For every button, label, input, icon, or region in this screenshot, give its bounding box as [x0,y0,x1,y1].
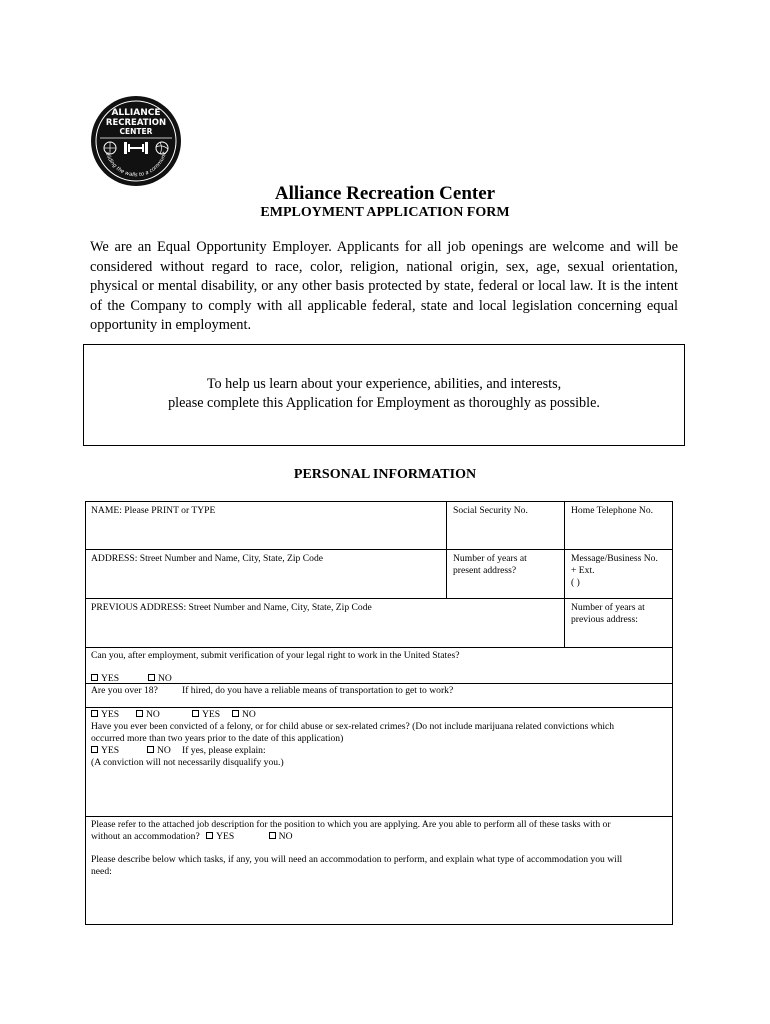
conviction-note: (A conviction will not necessarily disqualify you.) [91,757,284,768]
no-label: NO [157,745,171,756]
accommodation-description-field[interactable] [90,880,668,922]
over-18-no[interactable] [136,709,160,721]
checkbox-icon[interactable] [192,710,199,717]
conviction-explanation-field[interactable] [90,770,668,814]
no-label: NO [146,709,160,720]
column-divider [446,502,447,598]
transportation-question: If hired, do you have a reliable means of transportation to get to work? [182,685,454,696]
alliance-recreation-logo [90,95,182,187]
years-previous-label-line-2: previous address: [571,613,638,625]
conviction-question-line-2: occurred more than two years prior to the date of this application) [91,733,344,744]
message-phone-label-line-2: + Ext. [571,564,595,576]
row-divider [86,647,672,648]
row-divider [86,549,672,550]
column-divider [564,502,565,647]
logo-line-2: RECREATION [105,118,167,128]
work-verification-yes[interactable] [91,673,119,685]
checkbox-icon[interactable] [232,710,239,717]
previous-address-field[interactable] [90,614,560,644]
checkbox-icon[interactable] [91,746,98,753]
tasks-question-line-2 [91,831,293,843]
address-field[interactable] [90,564,442,596]
organization-title: Alliance Recreation Center [274,183,496,204]
transportation-no[interactable] [232,709,256,721]
home-phone-field[interactable] [568,516,668,546]
years-previous-label [571,602,645,626]
logo [90,95,182,187]
years-present-label-line-1: Number of years at [453,553,527,564]
no-label: NO [242,709,256,720]
tasks-question-line-1: Please refer to the attached job description for the position to which you are applying. Are you able to perform all of these tasks with or [91,819,611,830]
row-divider [86,707,672,708]
no-label: NO [158,673,172,684]
checkbox-icon[interactable] [147,746,154,753]
checkbox-icon[interactable] [136,710,143,717]
checkbox-icon[interactable] [206,832,213,839]
area-code-parentheses: ( ) [571,576,580,588]
section-title: PERSONAL INFORMATION [293,467,477,482]
logo-tagline: uilding the walls to a communit [103,151,169,179]
row-divider [86,598,672,599]
work-verification-no[interactable] [148,673,172,685]
accommodation-question-line-1: Please describe below which tasks, if any, you will need an accommodation to perform, and explain what type of accommodation you will [91,854,623,865]
conviction-yes[interactable] [91,745,119,757]
checkbox-icon[interactable] [269,832,276,839]
tasks-yes-label: YES [216,831,235,842]
checkbox-icon[interactable] [91,710,98,717]
logo-line-1: ALLIANCE [111,108,161,118]
ssn-label: Social Security No. [453,505,528,516]
conviction-question-line-1: Have you ever been convicted of a felony, or for child abuse or sex-related crimes? (Do not include marijuana related convictions which [91,721,615,732]
years-previous-label-line-1: Number of years at [571,602,645,613]
work-verification-question: Can you, after employment, submit verification of your legal right to work in the United States? [91,650,460,661]
tasks-no-label: NO [278,831,293,842]
over-18-yes[interactable] [91,709,119,721]
checkbox-icon[interactable] [148,674,155,681]
if-yes-explain-label: If yes, please explain: [182,745,266,756]
equal-opportunity-statement: We are an Equal Opportunity Employer. Applicants for all job openings are welcome and will be considered without regard to race, color, religion, national origin, sex, age, sexual orientation, physical or mental disability, or any other basis protected by state, federal or local law. It is the intent of the Company to comply with all applicable federal, state and local legislation concerning equal opportunity in employment. [90,239,678,334]
message-phone-label-line-1: Message/Business No. [571,553,658,564]
row-divider [86,816,672,817]
years-present-label-line-2: present address? [453,564,517,576]
row-divider [86,683,672,684]
previous-address-label: PREVIOUS ADDRESS: Street Number and Name, City, State, Zip Code [91,602,372,613]
basketball-icon [104,142,116,154]
home-phone-label: Home Telephone No. [571,505,654,516]
intro-box [83,344,685,446]
intro-line-1: To help us learn about your experience, abilities, and interests, [206,376,562,392]
tasks-question-text: without an accommodation? [91,831,200,842]
ssn-field[interactable] [450,516,560,546]
transportation-yes[interactable] [192,709,220,721]
yes-label: YES [202,709,221,720]
personal-information-form [85,501,673,925]
intro-line-2: please complete this Application for Employment as thoroughly as possible. [168,395,600,411]
address-label: ADDRESS: Street Number and Name, City, State, Zip Code [91,553,323,564]
logo-line-3: CENTER [119,127,153,136]
message-phone-label [571,553,658,588]
over-18-question: Are you over 18? [91,685,158,696]
name-field[interactable] [90,516,442,546]
yes-label: YES [101,673,120,684]
conviction-no[interactable] [147,745,171,757]
name-label: NAME: Please PRINT or TYPE [91,505,216,516]
years-present-label [453,553,527,577]
accommodation-question-line-2: need: [91,866,112,877]
yes-label: YES [101,709,120,720]
form-title: EMPLOYMENT APPLICATION FORM [260,205,510,220]
checkbox-icon[interactable] [91,674,98,681]
yes-label: YES [101,745,120,756]
